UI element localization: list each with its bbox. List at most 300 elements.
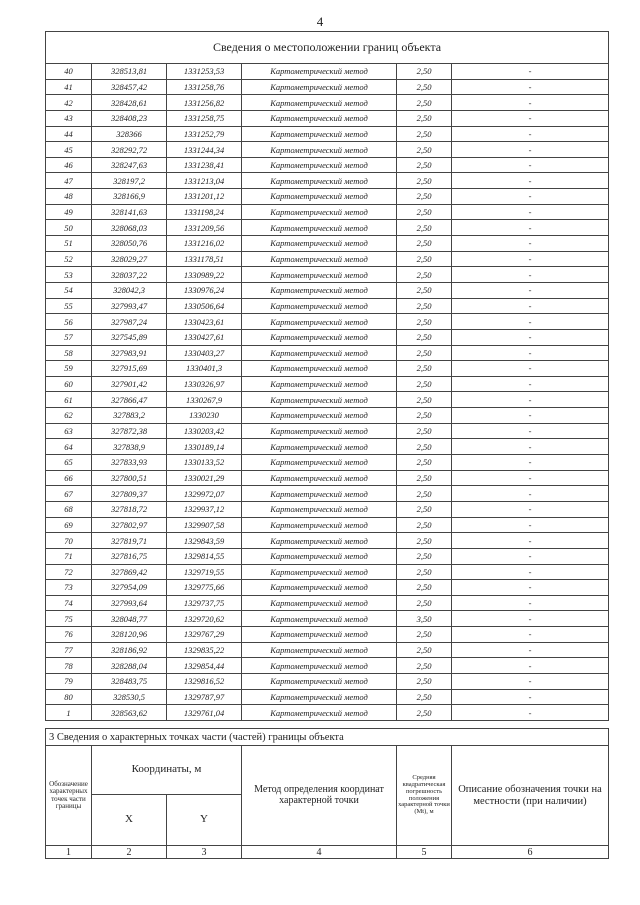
table-row [46,220,609,236]
description: - [452,345,609,361]
table-row [46,251,609,267]
table-row [46,314,609,330]
table-row [46,501,609,517]
description: - [452,282,609,298]
description: - [452,79,609,95]
coord-x: 327983,91 [92,345,167,361]
error-value: 3,50 [397,611,452,627]
point-number: 69 [46,517,92,533]
point-number: 61 [46,392,92,408]
coord-x: 327869,42 [92,564,167,580]
method: Картометрический метод [242,329,397,345]
error-value: 2,50 [397,533,452,549]
table-row [46,329,609,345]
error-value: 2,50 [397,267,452,283]
description: - [452,517,609,533]
coord-x: 328428,61 [92,95,167,111]
col-header-x: X [92,795,167,846]
description: - [452,267,609,283]
section-title: Сведения о местоположении границ объекта [46,32,609,64]
page-number: 4 [316,14,324,29]
coord-x: 328530,5 [92,689,167,705]
point-number: 48 [46,189,92,205]
coord-x: 328120,96 [92,627,167,643]
coord-y: 1330423,61 [167,314,242,330]
coord-y: 1329767,29 [167,627,242,643]
coord-x: 328037,22 [92,267,167,283]
error-value: 2,50 [397,314,452,330]
coord-y: 1329854,44 [167,658,242,674]
coord-x: 327883,2 [92,408,167,424]
point-number: 72 [46,564,92,580]
method: Картометрический метод [242,64,397,80]
col-header-point: Обозначение характерных точек части границы [46,746,92,846]
table-row [46,439,609,455]
coord-y: 1330976,24 [167,282,242,298]
description: - [452,470,609,486]
point-number: 65 [46,455,92,471]
coord-x: 328186,92 [92,642,167,658]
table-row [46,157,609,173]
table-row [46,267,609,283]
coord-y: 1330326,97 [167,376,242,392]
description: - [452,126,609,142]
description: - [452,157,609,173]
method: Картометрический метод [242,236,397,252]
coord-y: 1329835,22 [167,642,242,658]
table-row [46,110,609,126]
method: Картометрический метод [242,423,397,439]
description: - [452,408,609,424]
point-number: 46 [46,157,92,173]
description: - [452,642,609,658]
table-row [46,79,609,95]
error-value: 2,50 [397,204,452,220]
error-value: 2,50 [397,580,452,596]
table-row [46,95,609,111]
description: - [452,564,609,580]
point-number: 55 [46,298,92,314]
coord-x: 328366 [92,126,167,142]
description: - [452,423,609,439]
method: Картометрический метод [242,110,397,126]
error-value: 2,50 [397,95,452,111]
error-value: 2,50 [397,298,452,314]
coord-y: 1331213,04 [167,173,242,189]
coord-x: 328457,42 [92,79,167,95]
table-row [46,548,609,564]
error-value: 2,50 [397,658,452,674]
error-value: 2,50 [397,705,452,721]
description: - [452,236,609,252]
coord-x: 327901,42 [92,376,167,392]
description: - [452,173,609,189]
table-row [46,126,609,142]
coord-y: 1329761,04 [167,705,242,721]
table-row [46,564,609,580]
coord-y: 1331256,82 [167,95,242,111]
method: Картометрический метод [242,658,397,674]
error-value: 2,50 [397,689,452,705]
point-number: 40 [46,64,92,80]
coord-y: 1329816,52 [167,673,242,689]
error-value: 2,50 [397,517,452,533]
description: - [452,298,609,314]
description: - [452,251,609,267]
coord-x: 327816,75 [92,548,167,564]
coord-x: 328292,72 [92,142,167,158]
description: - [452,95,609,111]
column-number: 2 [92,846,167,859]
method: Картометрический метод [242,673,397,689]
method: Картометрический метод [242,408,397,424]
table-row [46,611,609,627]
point-number: 54 [46,282,92,298]
point-number: 64 [46,439,92,455]
coord-y: 1330506,64 [167,298,242,314]
description: - [452,455,609,471]
error-value: 2,50 [397,486,452,502]
point-number: 49 [46,204,92,220]
table-row [46,455,609,471]
point-number: 43 [46,110,92,126]
coord-x: 327818,72 [92,501,167,517]
coord-y: 1330267,9 [167,392,242,408]
col-header-description: Описание обозначения точки на местности (при наличии) [452,746,609,846]
description: - [452,689,609,705]
point-number: 62 [46,408,92,424]
table-row [46,486,609,502]
description: - [452,110,609,126]
description: - [452,658,609,674]
error-value: 2,50 [397,173,452,189]
point-number: 60 [46,376,92,392]
table-row [46,376,609,392]
table-row [46,642,609,658]
coord-y: 1330401,3 [167,361,242,377]
method: Картометрический метод [242,361,397,377]
coord-y: 1330989,22 [167,267,242,283]
error-value: 2,50 [397,564,452,580]
coord-y: 1329937,12 [167,501,242,517]
point-number: 45 [46,142,92,158]
method: Картометрический метод [242,564,397,580]
coord-x: 327872,38 [92,423,167,439]
method: Картометрический метод [242,486,397,502]
coord-x: 328247,63 [92,157,167,173]
method: Картометрический метод [242,220,397,236]
coord-y: 1329907,58 [167,517,242,533]
table-row [46,517,609,533]
coord-y: 1330021,29 [167,470,242,486]
boundary-coordinates-table [45,31,609,721]
point-number: 63 [46,423,92,439]
table-row [46,533,609,549]
coord-x: 327819,71 [92,533,167,549]
method: Картометрический метод [242,189,397,205]
coord-y: 1331178,51 [167,251,242,267]
description: - [452,361,609,377]
error-value: 2,50 [397,251,452,267]
error-value: 2,50 [397,642,452,658]
description: - [452,705,609,721]
method: Картометрический метод [242,705,397,721]
coord-y: 1331244,34 [167,142,242,158]
error-value: 2,50 [397,126,452,142]
error-value: 2,50 [397,439,452,455]
point-number: 52 [46,251,92,267]
table-row [46,173,609,189]
coord-x: 327800,51 [92,470,167,486]
error-value: 2,50 [397,345,452,361]
method: Картометрический метод [242,689,397,705]
point-number: 57 [46,329,92,345]
description: - [452,142,609,158]
table-row [46,64,609,80]
table-row [46,658,609,674]
coord-y: 1331201,12 [167,189,242,205]
coord-x: 328197,2 [92,173,167,189]
description: - [452,220,609,236]
method: Картометрический метод [242,126,397,142]
error-value: 2,50 [397,142,452,158]
column-number: 4 [242,846,397,859]
description: - [452,392,609,408]
method: Картометрический метод [242,533,397,549]
coord-x: 328029,27 [92,251,167,267]
coord-x: 328408,23 [92,110,167,126]
point-number: 50 [46,220,92,236]
coord-y: 1331252,79 [167,126,242,142]
point-number: 1 [46,705,92,721]
table-row [46,470,609,486]
method: Картометрический метод [242,79,397,95]
column-number: 6 [452,846,609,859]
method: Картометрический метод [242,95,397,111]
point-number: 41 [46,79,92,95]
point-number: 67 [46,486,92,502]
point-number: 66 [46,470,92,486]
method: Картометрический метод [242,282,397,298]
point-number: 71 [46,548,92,564]
point-number: 44 [46,126,92,142]
error-value: 2,50 [397,220,452,236]
error-value: 2,50 [397,673,452,689]
coord-x: 328166,9 [92,189,167,205]
table-row [46,689,609,705]
coord-y: 1329787,97 [167,689,242,705]
coord-x: 327993,64 [92,595,167,611]
point-number: 73 [46,580,92,596]
error-value: 2,50 [397,408,452,424]
coord-x: 327915,69 [92,361,167,377]
description: - [452,204,609,220]
description: - [452,439,609,455]
coord-y: 1329972,07 [167,486,242,502]
description: - [452,673,609,689]
table-row [46,408,609,424]
description: - [452,627,609,643]
method: Картометрический метод [242,157,397,173]
coord-y: 1330427,61 [167,329,242,345]
coord-x: 327866,47 [92,392,167,408]
column-number: 3 [167,846,242,859]
error-value: 2,50 [397,157,452,173]
coord-y: 1330133,52 [167,455,242,471]
point-number: 74 [46,595,92,611]
coord-y: 1331253,53 [167,64,242,80]
method: Картометрический метод [242,267,397,283]
col-header-y: Y [167,795,242,846]
method: Картометрический метод [242,595,397,611]
method: Картометрический метод [242,314,397,330]
table-row [46,298,609,314]
method: Картометрический метод [242,611,397,627]
error-value: 2,50 [397,361,452,377]
coord-x: 327545,89 [92,329,167,345]
method: Картометрический метод [242,439,397,455]
point-number: 75 [46,611,92,627]
error-value: 2,50 [397,329,452,345]
coord-y: 1330203,42 [167,423,242,439]
method: Картометрический метод [242,173,397,189]
coord-y: 1329737,75 [167,595,242,611]
coord-x: 327802,97 [92,517,167,533]
method: Картометрический метод [242,501,397,517]
point-number: 42 [46,95,92,111]
point-number: 59 [46,361,92,377]
error-value: 2,50 [397,79,452,95]
error-value: 2,50 [397,423,452,439]
table-row [46,345,609,361]
point-number: 47 [46,173,92,189]
coord-y: 1329814,55 [167,548,242,564]
method: Картометрический метод [242,642,397,658]
description: - [452,64,609,80]
coord-y: 1329775,66 [167,580,242,596]
table-row [46,595,609,611]
description: - [452,501,609,517]
point-number: 77 [46,642,92,658]
method: Картометрический метод [242,204,397,220]
point-number: 79 [46,673,92,689]
coord-x: 328483,75 [92,673,167,689]
coord-y: 1329720,62 [167,611,242,627]
method: Картометрический метод [242,392,397,408]
point-number: 80 [46,689,92,705]
error-value: 2,50 [397,595,452,611]
error-value: 2,50 [397,110,452,126]
description: - [452,376,609,392]
table-row [46,236,609,252]
error-value: 2,50 [397,64,452,80]
description: - [452,580,609,596]
col-header-method: Метод определения координат характерной точки [242,746,397,846]
point-number: 56 [46,314,92,330]
coord-y: 1329843,59 [167,533,242,549]
coord-y: 1331258,76 [167,79,242,95]
error-value: 2,50 [397,548,452,564]
table-row [46,282,609,298]
point-number: 76 [46,627,92,643]
description: - [452,548,609,564]
column-number: 1 [46,846,92,859]
method: Картометрический метод [242,345,397,361]
method: Картометрический метод [242,298,397,314]
method: Картометрический метод [242,548,397,564]
coord-y: 1330230 [167,408,242,424]
method: Картометрический метод [242,517,397,533]
coord-x: 328048,77 [92,611,167,627]
table-row [46,627,609,643]
description: - [452,189,609,205]
coord-x: 327838,9 [92,439,167,455]
coord-y: 1331258,75 [167,110,242,126]
point-number: 58 [46,345,92,361]
error-value: 2,50 [397,627,452,643]
point-number: 70 [46,533,92,549]
coord-x: 327954,09 [92,580,167,596]
coord-y: 1331198,24 [167,204,242,220]
error-value: 2,50 [397,392,452,408]
part-boundary-points-table [45,728,609,859]
coord-x: 328513,81 [92,64,167,80]
method: Картометрический метод [242,627,397,643]
coord-y: 1331216,02 [167,236,242,252]
table-row [46,361,609,377]
error-value: 2,50 [397,455,452,471]
coord-x: 327987,24 [92,314,167,330]
description: - [452,611,609,627]
coord-x: 328563,62 [92,705,167,721]
point-number: 68 [46,501,92,517]
coord-y: 1329719,55 [167,564,242,580]
table-row [46,705,609,721]
error-value: 2,50 [397,282,452,298]
table-row [46,423,609,439]
method: Картометрический метод [242,376,397,392]
col-header-coordinates: Координаты, м [92,746,242,795]
error-value: 2,50 [397,236,452,252]
coord-y: 1331238,41 [167,157,242,173]
error-value: 2,50 [397,470,452,486]
coord-x: 327993,47 [92,298,167,314]
col-header-error: Средняя квадратическая погрешность положения характерной точки (Mt), м [397,746,452,846]
method: Картометрический метод [242,251,397,267]
coord-y: 1330189,14 [167,439,242,455]
description: - [452,533,609,549]
table-row [46,673,609,689]
table-row [46,142,609,158]
description: - [452,595,609,611]
error-value: 2,50 [397,189,452,205]
coord-x: 328042,3 [92,282,167,298]
coord-x: 328288,04 [92,658,167,674]
method: Картометрический метод [242,142,397,158]
coord-y: 1330403,27 [167,345,242,361]
part-section-title: 3 Сведения о характерных точках части (частей) границы объекта [46,729,609,746]
method: Картометрический метод [242,470,397,486]
table-row [46,580,609,596]
coord-x: 327809,37 [92,486,167,502]
coord-x: 327833,93 [92,455,167,471]
table-row [46,189,609,205]
point-number: 53 [46,267,92,283]
error-value: 2,50 [397,376,452,392]
description: - [452,329,609,345]
method: Картометрический метод [242,580,397,596]
coord-x: 328141,63 [92,204,167,220]
